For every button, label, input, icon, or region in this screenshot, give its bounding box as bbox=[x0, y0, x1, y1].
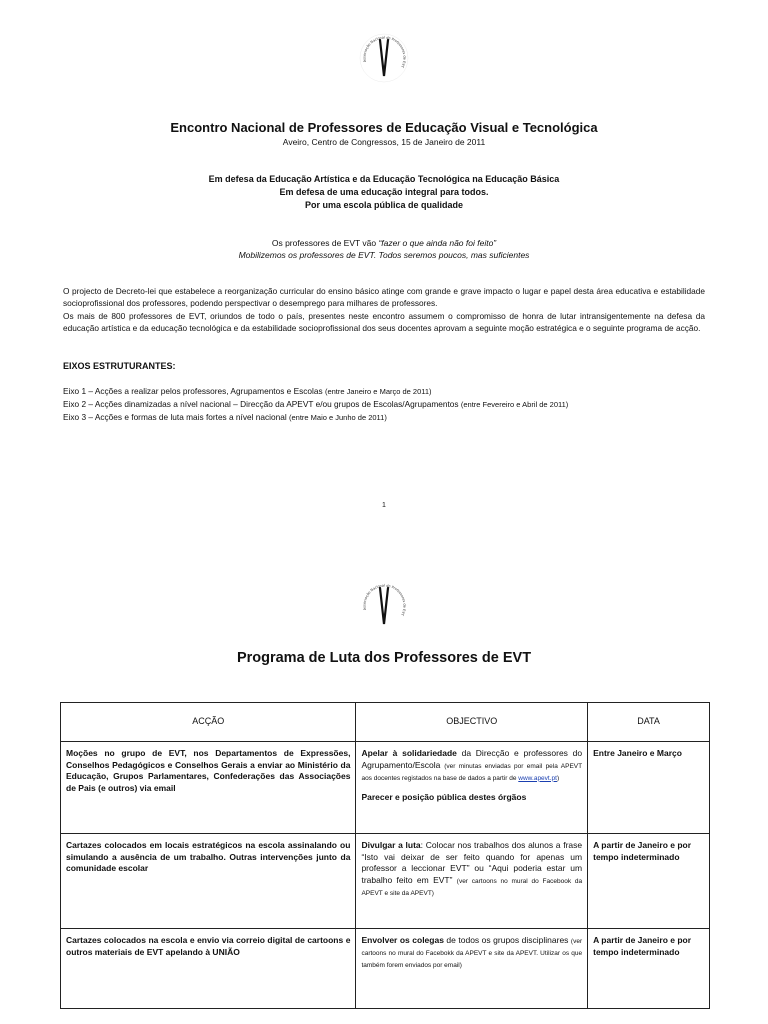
slogan-line-3: Por uma escola pública de qualidade bbox=[304, 200, 464, 210]
svg-text:Associação Nacional de Profess: Associação Nacional de Professores de EVT bbox=[362, 35, 407, 69]
row-1-objectivo bbox=[356, 742, 588, 834]
header-data: DATA bbox=[588, 703, 710, 742]
row-1-obj-text: da Direcção e professores do Agrupamento/Escola bbox=[361, 748, 583, 770]
table-row bbox=[61, 742, 710, 834]
row-1-data: Entre Janeiro e Março bbox=[588, 742, 710, 834]
header-accao: ACÇÃO bbox=[61, 703, 356, 742]
row-1-accao: Moções no grupo de EVT, nos Departamentos de Expressões, Conselhos Pedagógicos e Conselhos Gerais a enviar ao Ministério da Educação, Grupos Parlamentares, Confederações das Associações de Pais (e outros) via email bbox=[61, 742, 356, 834]
row-1-obj-small-end: ) bbox=[556, 774, 560, 782]
row-3-accao: Cartazes colocados na escola e envio via correio digital de cartoons e outros materiais de EVT apelando à UNIÃO bbox=[61, 929, 356, 1009]
slogan-line-2: Em defesa de uma educação integral para todos. bbox=[279, 187, 489, 197]
eixo-3-dates: (entre Maio e Junho de 2011) bbox=[288, 413, 387, 422]
eixo-1-text: Eixo 1 – Acções a realizar pelos professores, Agrupamentos e Escolas bbox=[63, 386, 325, 396]
eixo-1 bbox=[63, 385, 432, 397]
row-2-accao: Cartazes colocados em locais estratégicos na escola assinalando ou simulando a ausência de um trabalho. Outras intervenções junto da comunidade escolar bbox=[61, 834, 356, 929]
page-2 bbox=[0, 540, 768, 1024]
apevt-website-link[interactable]: www.apevt.pt bbox=[518, 774, 557, 782]
eixo-2-dates: (entre Fevereiro e Abril de 2011) bbox=[460, 400, 569, 409]
programme-table bbox=[60, 702, 710, 1009]
eixo-2-text: Eixo 2 – Acções dinamizadas a nível nacional – Direcção da APEVT e/ou grupos de Escolas/Agrupamentos bbox=[63, 399, 461, 409]
row-1-obj-extra: Parecer e posição pública destes órgãos bbox=[361, 791, 527, 802]
eixo-2 bbox=[63, 398, 568, 410]
row-1-obj-bold: Apelar à solidariedade bbox=[361, 748, 457, 758]
quote-italic: “fazer o que ainda não foi feito” bbox=[378, 238, 497, 248]
table-row bbox=[61, 929, 710, 1009]
document-title: Encontro Nacional de Professores de Educação Visual e Tecnológica bbox=[170, 120, 598, 135]
quote-line-1 bbox=[0, 237, 768, 249]
row-3-obj-bold: Envolver os colegas bbox=[361, 935, 444, 945]
commitment-paragraph: Os mais de 800 professores de EVT, oriundos de todo o país, presentes neste encontro assumem o compromisso de honra de lutar intransigentemente na defesa da educação artística e da educação tecnológica e da estabilidade socioprofissional dos seus docentes aprovam a seguinte moção estratégica e o seguinte programa de acção. bbox=[63, 311, 705, 334]
page-number: 1 bbox=[382, 502, 386, 509]
table-header-row bbox=[61, 703, 710, 742]
table-row bbox=[61, 834, 710, 929]
row-3-data: A partir de Janeiro e por tempo indeterminado bbox=[588, 929, 710, 1009]
eixo-3-text: Eixo 3 – Acções e formas de luta mais fortes a nível nacional bbox=[63, 412, 289, 422]
eixo-3 bbox=[63, 411, 387, 423]
row-2-data: A partir de Janeiro e por tempo indeterminado bbox=[588, 834, 710, 929]
row-2-obj-small: (ver cartoons no mural do Facebook da APEVT e site da APEVT) bbox=[361, 877, 583, 897]
header-objectivo: OBJECTIVO bbox=[356, 703, 588, 742]
row-2-objectivo bbox=[356, 834, 588, 929]
apevt-logo-2 bbox=[354, 576, 414, 636]
document-subtitle: Aveiro, Centro de Congressos, 15 de Janeiro de 2011 bbox=[282, 137, 486, 147]
quote-prefix: Os professores de EVT vão bbox=[271, 238, 379, 248]
apevt-logo bbox=[354, 28, 414, 88]
eixo-1-dates: (entre Janeiro e Março de 2011) bbox=[324, 387, 432, 396]
row-3-objectivo bbox=[356, 929, 588, 1009]
slogan-line-1: Em defesa da Educação Artística e da Educação Tecnológica na Educação Básica bbox=[208, 174, 560, 184]
row-3-obj-text: de todos os grupos disciplinares bbox=[443, 935, 571, 945]
svg-text:Associação Nacional de Profess: Associação Nacional de Professores de EVT bbox=[362, 583, 407, 617]
row-2-obj-text: : Colocar nos trabalhos dos alunos a frase “Isto vai deixar de ser feito quando for apenas um professor a leccionar EVT” ou “Aqui poderia estar um trabalho feito em EVT” bbox=[361, 840, 583, 885]
intro-paragraph: O projecto de Decreto-lei que estabelece a reorganização curricular do ensino básico atinge com grande e grave impacto o lugar e papel desta área educativa e estabilidade socioprofissional dos professores, podendo perspectivar o desemprego para milhares de professores. bbox=[63, 286, 705, 309]
row-3-obj-small: (ver cartoons no mural do Facebokk da APEVT e site da APEVT. Utilizar os que também forem enviados por email) bbox=[361, 938, 583, 969]
quote-line-2: Mobilizemos os professores de EVT. Todos seremos poucos, mas suficientes bbox=[238, 250, 530, 260]
row-1-obj-small: (ver minutas enviadas por email pela APEVT aos docentes registados na base de dados a partir de bbox=[361, 762, 583, 782]
eixos-heading: EIXOS ESTRUTURANTES: bbox=[63, 361, 176, 371]
programme-title: Programa de Luta dos Professores de EVT bbox=[236, 650, 532, 666]
row-2-obj-bold: Divulgar a luta bbox=[361, 840, 421, 850]
